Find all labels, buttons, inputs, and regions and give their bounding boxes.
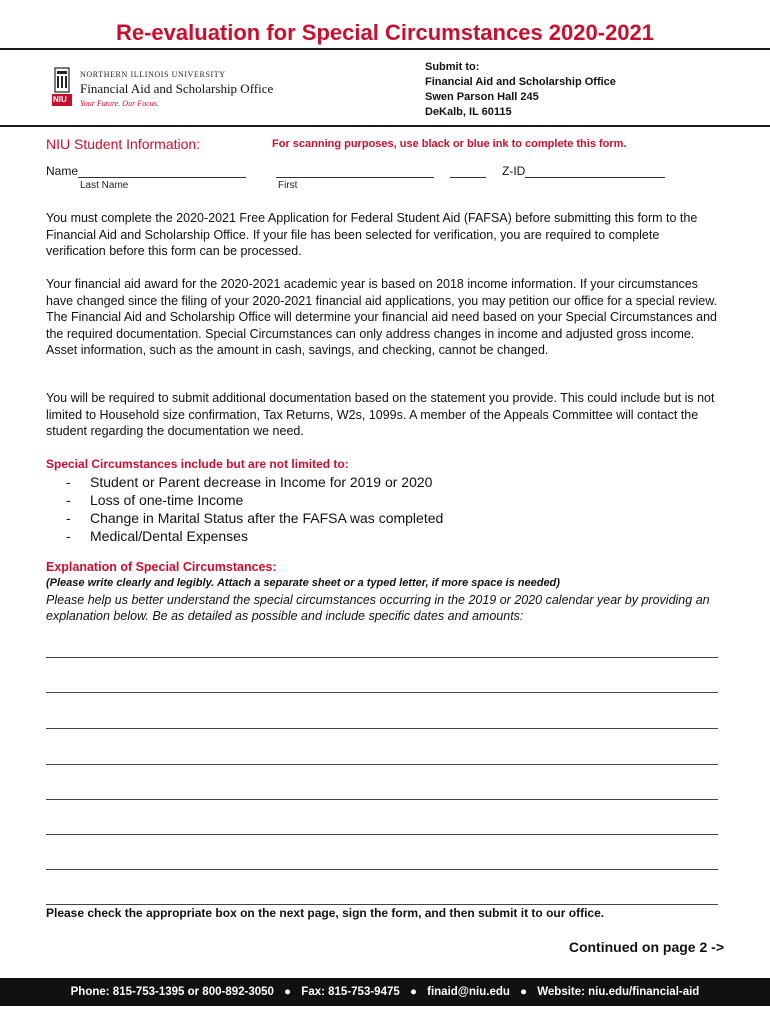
- footer-email[interactable]: finaid@niu.edu: [427, 986, 510, 998]
- logo-tagline: Your Future. Our Focus.: [80, 99, 159, 108]
- submission-instruction: Please check the appropriate box on the next page, sign the form, and then submit it to our office.: [46, 906, 605, 920]
- explanation-help: Please help us better understand the special circumstances occurring in the 2019 or 2020 calendar year by providing an explanation below. Be as detailed as possible and include specific dates and amounts:: [46, 593, 710, 623]
- continued-label: Continued on page 2 ->: [568, 939, 724, 955]
- last-name-field[interactable]: [78, 165, 246, 178]
- explanation-line-6[interactable]: [46, 834, 718, 835]
- title-divider: [0, 48, 770, 50]
- first-name-field[interactable]: [276, 165, 434, 178]
- footer-separator: ●: [409, 986, 417, 998]
- footer-fax: Fax: 815-753-9475: [301, 986, 400, 998]
- niu-logo: [52, 66, 302, 110]
- list-item: - Change in Marital Status after the FAFSA was completed: [66, 509, 443, 527]
- name-row: [46, 164, 246, 178]
- submit-line-1: Financial Aid and Scholarship Office: [425, 76, 616, 88]
- fafsa-paragraph: You must complete the 2020-2021 Free Application for Federal Student Aid (FAFSA) before submitting this form to the Financial Aid and Scholarship Office. If your file has been selected for verification, you are required to complete verification before this form can be processed.: [46, 211, 698, 258]
- contact-footer: [0, 978, 770, 1006]
- last-name-label: Last Name: [80, 180, 129, 191]
- middle-initial-field[interactable]: [450, 165, 486, 178]
- submit-line-2: Swen Parson Hall 245: [425, 91, 539, 103]
- submit-address: [425, 60, 616, 120]
- list-item: - Medical/Dental Expenses: [66, 527, 443, 545]
- explanation-heading: Explanation of Special Circumstances:: [46, 560, 277, 574]
- explanation-line-5[interactable]: [46, 799, 718, 800]
- explanation-line-7[interactable]: [46, 869, 718, 870]
- explanation-line-8[interactable]: [46, 904, 718, 905]
- first-name-label: First: [278, 180, 298, 191]
- special-circumstances-list: [66, 473, 443, 545]
- submit-label: Submit to:: [425, 61, 480, 73]
- niu-badge: NIU: [53, 95, 67, 104]
- special-circumstances-heading: Special Circumstances include but are not limited to:: [46, 457, 349, 471]
- university-name: NORTHERN ILLINOIS UNIVERSITY: [80, 70, 226, 79]
- student-info-heading: NIU Student Information:: [46, 136, 201, 152]
- explanation-note: (Please write clearly and legibly. Attach a separate sheet or a typed letter, if more space is needed): [46, 577, 560, 589]
- footer-website[interactable]: Website: niu.edu/financial-aid: [537, 986, 700, 998]
- scan-note: For scanning purposes, use black or blue ink to complete this form.: [272, 138, 627, 150]
- name-label: Name: [46, 164, 79, 178]
- zid-label: Z-ID: [502, 164, 526, 178]
- list-item: - Student or Parent decrease in Income for 2019 or 2020: [66, 473, 443, 491]
- footer-phone: Phone: 815-753-1395 or 800-892-3050: [70, 986, 274, 998]
- award-paragraph: Your financial aid award for the 2020-2021 academic year is based on 2018 income information. If your circumstances have changed since the filing of your 2020-2021 financial aid applications, you may petition our office for a special review. The Financial Aid and Scholarship Office will determine your financial aid need based on your Special Circumstances and the required documentation. Special Circumstances can only address changes in income and adjusted gross income. Asset information, such as the amount in cash, savings, and checking, cannot be changed.: [46, 277, 718, 357]
- explanation-line-3[interactable]: [46, 728, 718, 729]
- header-divider: [0, 125, 770, 127]
- list-item: - Loss of one-time Income: [66, 491, 443, 509]
- zid-field[interactable]: [525, 165, 665, 178]
- page-title: Re-evaluation for Special Circumstances 2020-2021: [115, 20, 655, 45]
- footer-separator: ●: [520, 986, 528, 998]
- footer-separator: ●: [284, 986, 292, 998]
- submit-line-3: DeKalb, IL 60115: [425, 106, 512, 118]
- documentation-paragraph: You will be required to submit additional documentation based on the statement you provide. This could include but is not limited to Household size confirmation, Tax Returns, W2s, 1099s. A member of the Appeals Committee will contact the student regarding the documentation we need.: [46, 391, 715, 438]
- office-name: Financial Aid and Scholarship Office: [80, 81, 274, 96]
- explanation-line-1[interactable]: [46, 657, 718, 658]
- explanation-line-4[interactable]: [46, 764, 718, 765]
- explanation-line-2[interactable]: [46, 692, 718, 693]
